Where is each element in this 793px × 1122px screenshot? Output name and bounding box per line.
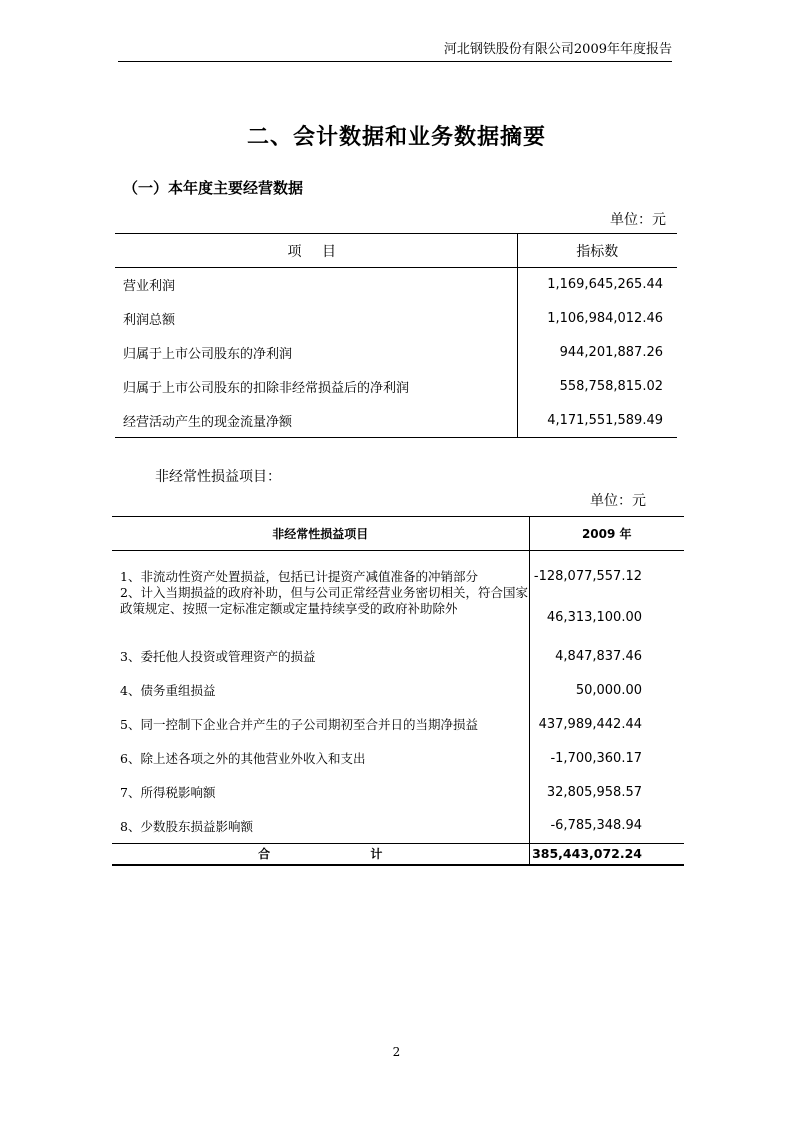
non-recurring-section-label: 非经常性损益项目： <box>155 469 281 485</box>
column-header-item: 项 目 <box>115 234 517 268</box>
table-header-row <box>115 234 677 268</box>
section-subtitle: （一）本年度主要经营数据 <box>123 179 304 197</box>
table-row <box>112 741 684 775</box>
unit-label: 单位：元 <box>610 212 666 228</box>
row-label: 5、同一控制下企业合并产生的子公司期初至合并日的当期净损益 <box>120 717 478 732</box>
column-header-value: 指标数 <box>517 234 677 268</box>
row-label: 经营活动产生的现金流量净额 <box>115 404 517 438</box>
row-value: -128,077,557.12 <box>529 551 684 586</box>
total-row <box>112 843 684 865</box>
table-row <box>115 302 677 336</box>
row-value: 4,171,551,589.49 <box>517 404 677 438</box>
unit-label: 单位：元 <box>590 493 646 509</box>
total-label: 合 计 <box>112 843 529 865</box>
row-label: 归属于上市公司股东的扣除非经常损益后的净利润 <box>123 381 410 396</box>
main-operating-data-table <box>115 233 677 438</box>
row-label: 4、债务重组损益 <box>120 683 216 698</box>
table-row <box>112 551 684 586</box>
row-label: 2、计入当期损益的政府补助，但与公司正常经营业务密切相关，符合国家政策规定、按照一定标准定额或定量持续享受的政府补助除外 <box>120 585 528 616</box>
row-value: 32,805,958.57 <box>529 775 684 809</box>
row-value: 4,847,837.46 <box>529 639 684 673</box>
table-row <box>115 268 677 302</box>
row-label: 8、少数股东损益影响额 <box>120 818 253 834</box>
column-header-item: 非经常性损益项目 <box>112 517 529 551</box>
table-row <box>112 639 684 673</box>
table-row <box>115 404 677 438</box>
page-title: 二、会计数据和业务数据摘要 <box>246 125 546 150</box>
header-divider <box>118 61 672 62</box>
row-label: 3、委托他人投资或管理资产的损益 <box>120 649 316 664</box>
table-row <box>115 336 677 370</box>
row-value: -6,785,348.94 <box>529 809 684 843</box>
total-value: 385,443,072.24 <box>529 843 684 865</box>
row-label: 利润总额 <box>123 313 176 328</box>
row-label: 营业利润 <box>123 279 176 295</box>
table-row <box>112 585 684 639</box>
page-number: 2 <box>392 1045 401 1059</box>
row-value: 944,201,887.26 <box>517 336 677 370</box>
table-row <box>112 673 684 707</box>
table-header-row <box>112 517 684 551</box>
row-value: 1,169,645,265.44 <box>517 268 677 302</box>
table-row <box>112 809 684 843</box>
table-row <box>112 775 684 809</box>
table-row <box>112 707 684 741</box>
non-recurring-items-table <box>112 516 684 866</box>
table-row <box>115 370 677 404</box>
report-header: 河北钢铁股份有限公司2009年年度报告 <box>443 42 672 57</box>
row-value: 1,106,984,012.46 <box>517 302 677 336</box>
row-value: -1,700,360.17 <box>529 741 684 775</box>
row-label: 1、非流动性资产处置损益，包括已计提资产减值准备的冲销部分 <box>120 569 478 584</box>
row-label: 归属于上市公司股东的净利润 <box>123 347 293 362</box>
row-value: 437,989,442.44 <box>529 707 684 741</box>
row-value: 558,758,815.02 <box>517 370 677 404</box>
row-value: 46,313,100.00 <box>529 585 684 639</box>
row-label: 6、除上述各项之外的其他营业外收入和支出 <box>120 751 366 766</box>
row-label: 7、所得税影响额 <box>120 785 216 800</box>
column-header-year: 2009 年 <box>529 517 684 551</box>
row-value: 50,000.00 <box>529 673 684 707</box>
